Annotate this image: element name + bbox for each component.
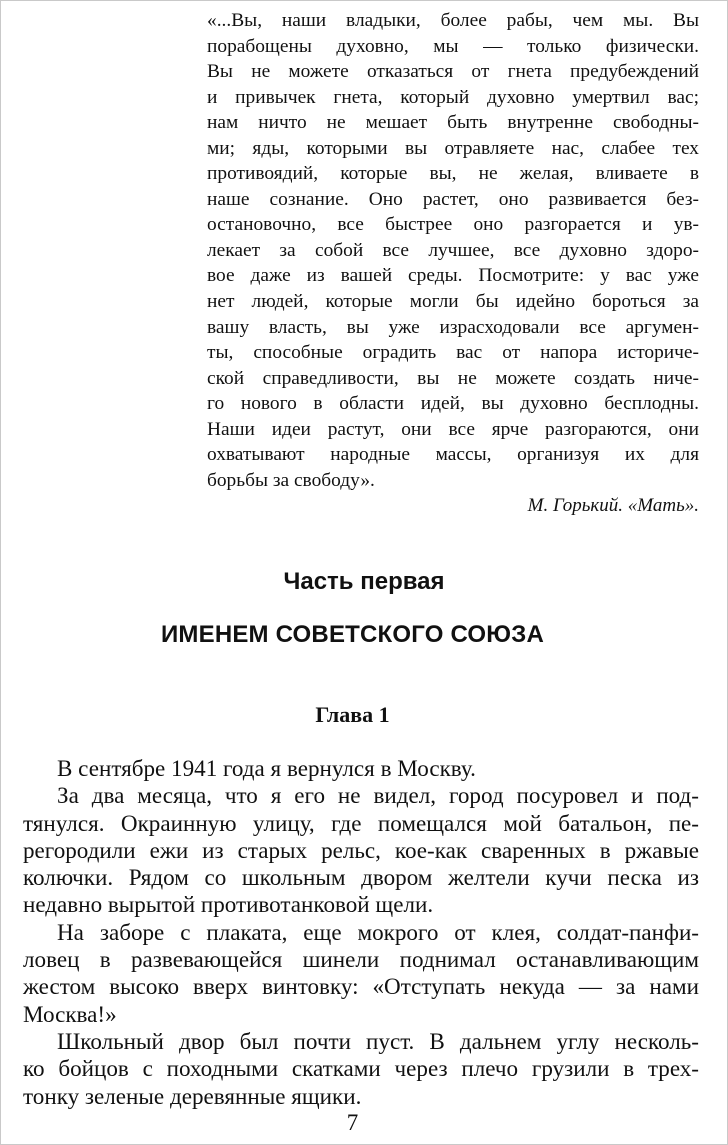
epigraph-line: лекает за собой все лучшее, все духовно здоро- <box>207 239 699 261</box>
epigraph-line: и привычек гнета, который духовно умертвил вас; <box>207 86 699 108</box>
epigraph-line: ми; яды, которыми вы отравляете нас, слабее тех <box>207 137 699 159</box>
epigraph-line: порабощены духовно, мы — только физически. <box>207 35 699 57</box>
body-line: ко бойцов с походными скатками через плечо грузили в трех- <box>23 1055 699 1082</box>
body-line: Москва!» <box>23 1000 117 1027</box>
epigraph-line: нет людей, которые могли бы идейно бороться за <box>207 291 699 313</box>
epigraph-line: борьбы за свободу». <box>207 469 375 491</box>
epigraph-line: наше сознание. Оно растет, оно развивается без- <box>207 188 699 210</box>
body-text <box>23 755 699 1110</box>
epigraph-line: нам ничто не мешает быть внутренне свободны- <box>207 112 699 134</box>
epigraph-line: вашу власть, вы уже израсходовали все аргумен- <box>207 316 699 338</box>
chapter-heading: Глава 1 <box>315 702 390 727</box>
body-line: На заборе с плаката, еще мокрого от клея, солдат-панфи- <box>57 918 699 945</box>
epigraph <box>207 8 699 493</box>
body-line: жестом высоко вверх винтовку: «Отступать некуда — за нами <box>23 973 699 1000</box>
epigraph-line: ты, способные оградить вас от напора историче- <box>207 342 699 364</box>
epigraph-attribution: М. Горький. «Мать». <box>527 495 699 516</box>
epigraph-line: остановочно, все быстрее оно разгорается и ув- <box>207 214 699 236</box>
body-line: тонку зеленые деревянные ящики. <box>23 1082 362 1109</box>
epigraph-line: противоядий, которые вы, не желая, вливаете в <box>207 163 699 185</box>
epigraph-line: ской справедливости, вы не можете создать ниче- <box>207 367 699 389</box>
body-line: регородили ежи из старых рельс, кое-как сваренных в ржавые <box>23 836 699 863</box>
body-line: колючки. Рядом со школьным двором желтели кучи песка из <box>23 864 699 891</box>
part-label: Часть первая <box>283 568 445 595</box>
epigraph-line: го нового в области идей, вы духовно бесплодны. <box>207 393 699 415</box>
body-line: тянулся. Окраинную улицу, где помещался мой батальон, пе- <box>23 809 699 836</box>
body-line: недавно вырытой противотанковой щели. <box>23 891 434 918</box>
epigraph-line: Наши идеи растут, они все ярче разгораются, они <box>207 418 699 440</box>
epigraph-line: вое даже из вашей среды. Посмотрите: у вас уже <box>207 265 699 287</box>
body-line: В сентябре 1941 года я вернулся в Москву. <box>57 755 476 781</box>
epigraph-line: Вы не можете отказаться от гнета предубеждений <box>207 61 699 83</box>
body-line: За два месяца, что я его не видел, город посуровел и под- <box>57 782 699 809</box>
page-number: 7 <box>346 1110 359 1135</box>
part-title: ИМЕНЕМ СОВЕТСКОГО СОЮЗА <box>160 621 545 648</box>
body-line: ловец в развевающейся шинели поднимал останавливающим <box>23 946 699 973</box>
epigraph-line: охватывают народные массы, организуя их для <box>207 444 699 466</box>
body-line: Школьный двор был почти пуст. В дальнем углу несколь- <box>57 1027 699 1054</box>
epigraph-line: «...Вы, наши владыки, более рабы, чем мы. Вы <box>207 10 699 31</box>
